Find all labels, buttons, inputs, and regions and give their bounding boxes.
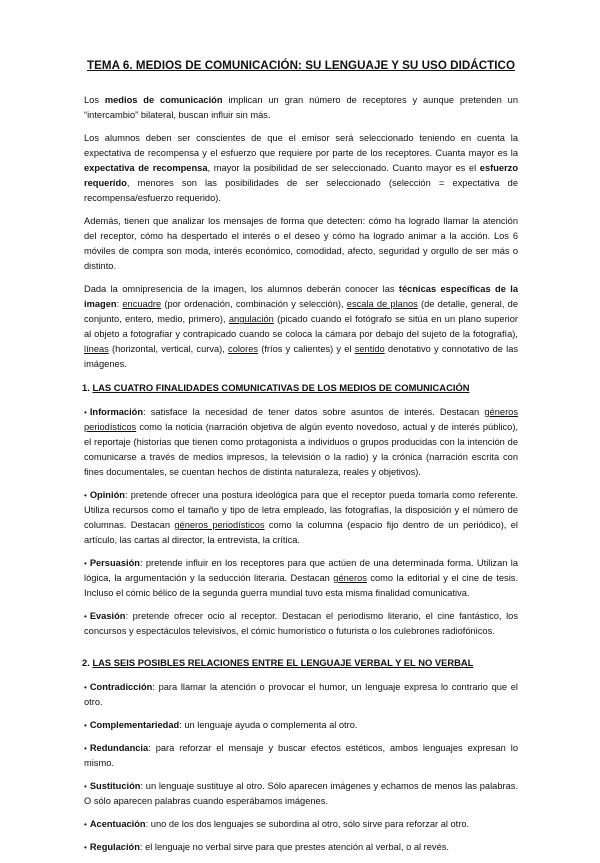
bold-term: expectativa de recompensa bbox=[84, 163, 208, 173]
text: : uno de los dos lenguajes se subordina al otro, sólo sirve para reforzar al otro. bbox=[145, 819, 470, 829]
list-item bbox=[84, 718, 518, 733]
text: : pretende ofrecer una postura ideológica para que el receptor pueda tomarla como referente. Utiliza recursos como el tamaño y tipo de letra empleado, las fotografías, la disposición y el número de columnas. Destacan bbox=[84, 490, 518, 530]
underlined-term: géneros bbox=[333, 573, 367, 583]
text: Los alumnos deben ser conscientes de que el emisor será seleccionado teniendo en cuenta la expectativa de recompensa y el esfuerzo que requiere por parte de los receptores. Cuanta mayor es la bbox=[84, 133, 518, 158]
text: Dada la omnipresencia de la imagen, los alumnos deberán conocer las bbox=[84, 284, 399, 294]
underlined-term: géneros periodísticos bbox=[174, 520, 265, 530]
text: (horizontal, vertical, curva), bbox=[108, 344, 229, 354]
section-number: 2. bbox=[82, 657, 93, 668]
bullet-icon: • bbox=[84, 843, 87, 852]
text: (de detalle, general, de conjunto, entero, medio, primero), bbox=[84, 299, 518, 324]
section-2-heading bbox=[82, 655, 518, 670]
section-1-heading bbox=[82, 380, 518, 395]
underlined-term: encuadre bbox=[122, 299, 162, 309]
list-item bbox=[84, 779, 518, 809]
bullet-icon: • bbox=[84, 408, 87, 417]
text: : pretende influir en los receptores para que actúen de una determinada forma. Utilizan la lógica, la argumentación y la seducción literaria. Destacan bbox=[84, 558, 518, 583]
intro-paragraph-3: Además, tienen que analizar los mensajes de forma que detecten: cómo ha logrado llamar la atención del receptor, cómo ha despertado el interés o el deseo y cómo ha logrado animar a la acción. Los 6 móviles de compra son moda, interés económico, comodidad, afecto, seguridad y orgullo de ser más o distinto. bbox=[84, 216, 518, 271]
text: denotativo y connotativo de las imágenes. bbox=[84, 344, 519, 369]
text: : satisface la necesidad de tener datos sobre asuntos de interés. Destacan bbox=[143, 407, 485, 417]
document-title: TEMA 6. MEDIOS DE COMUNICACIÓN: SU LENGUAJE Y SU USO DIDÁCTICO bbox=[86, 59, 516, 72]
list-item bbox=[84, 405, 518, 480]
underlined-term: géneros periodísticos bbox=[84, 407, 518, 432]
section-title: LAS SEIS POSIBLES RELACIONES ENTRE EL LENGUAJE VERBAL Y EL NO VERBAL bbox=[92, 657, 474, 668]
bullet-icon: • bbox=[84, 721, 87, 730]
text: , menores son las posibilidades de ser seleccionado (selección = expectativa de recompensa/esfuerzo requerido). bbox=[84, 178, 518, 203]
list-item bbox=[84, 609, 518, 639]
intro-paragraph-4 bbox=[84, 282, 518, 372]
text: : un lenguaje sustituye al otro. Sólo aparecen imágenes y echamos de menos las palabras. O sólo aparecen palabras cuando esperábamos imágenes. bbox=[84, 781, 518, 806]
bullet-icon: • bbox=[84, 820, 87, 829]
text: : para llamar la atención o provocar el humor, un lenguaje expresa lo contrario que el otro. bbox=[84, 682, 518, 707]
bullet-icon: • bbox=[84, 683, 87, 692]
bold-term: Redundancia bbox=[89, 743, 149, 753]
bold-term: esfuerzo requerido bbox=[84, 163, 519, 188]
section-title: LAS CUATRO FINALIDADES COMUNICATIVAS DE LOS MEDIOS DE COMUNICACIÓN bbox=[92, 382, 470, 393]
bold-term: Regulación bbox=[89, 842, 140, 852]
intro-paragraph-1 bbox=[84, 93, 518, 123]
underlined-term: sentido bbox=[354, 344, 385, 354]
underlined-term: angulación bbox=[228, 314, 274, 324]
list-item bbox=[84, 556, 518, 601]
text: : el lenguaje no verbal sirve para que prestes atención al verbal, o al revés. bbox=[139, 842, 449, 852]
bold-term: Información bbox=[89, 407, 144, 417]
bullet-icon: • bbox=[84, 782, 87, 791]
bullet-icon: • bbox=[84, 744, 87, 753]
bold-term: medios de comunicación bbox=[104, 95, 223, 105]
list-item bbox=[84, 488, 518, 548]
text: como la noticia (narración objetiva de algún evento novedoso, actual y de interés público), el reportaje (historias que tienen como protagonista a individuos o grupos producidas con la intención de comunicarse a través de medios impresos, la televisión o la radio) y la crónica (narración escrita con fines documentales, se cuentan hechos de distinta naturaleza, reales y objetivos). bbox=[84, 422, 518, 477]
bold-term: Evasión bbox=[89, 611, 126, 621]
bold-term: técnicas específicas de la imagen bbox=[84, 284, 519, 309]
section-number: 1. bbox=[82, 382, 93, 393]
underlined-term: colores bbox=[228, 344, 259, 354]
underlined-term: escala de planos bbox=[346, 299, 418, 309]
text: : para reforzar el mensaje y buscar efectos estéticos, ambos lenguajes expresan lo mismo. bbox=[84, 743, 518, 768]
bold-term: Persuasión bbox=[89, 558, 140, 568]
bullet-icon: • bbox=[84, 612, 87, 621]
text: como la columna (espacio fijo dentro de un periódico), el artículo, las cartas al director, la entrevista, la crítica. bbox=[84, 520, 518, 545]
document-content bbox=[84, 58, 518, 863]
bold-term: Sustitución bbox=[89, 781, 141, 791]
text: (picado cuando el fotógrafo se sitúa en un plano superior al objeto a fotografiar y contrapicado cuando se coloca la cámara por debajo del sujeto de la fotografía), bbox=[84, 314, 518, 339]
list-item bbox=[84, 680, 518, 710]
bold-term: Contradicción bbox=[89, 682, 153, 692]
list-item bbox=[84, 817, 518, 832]
text: , mayor la posibilidad de ser seleccionado. Cuanto mayor es el bbox=[207, 163, 480, 173]
list-item bbox=[84, 741, 518, 771]
text: como la editorial y el cine de tesis. Incluso el cómic bélico de la segunda guerra mundial tuvo esta misma finalidad comunicativa. bbox=[84, 573, 518, 598]
text: (fríos y calientes) y el bbox=[258, 344, 355, 354]
intro-paragraph-2 bbox=[84, 131, 518, 206]
bold-term: Acentuación bbox=[89, 819, 146, 829]
underlined-term: líneas bbox=[84, 344, 109, 354]
text: Los bbox=[84, 95, 105, 105]
text: (por ordenación, combinación y selección), bbox=[161, 299, 347, 309]
text: implican un gran número de receptores y aunque pretenden un “intercambio” bilateral, buscan influir sin más. bbox=[84, 95, 518, 120]
bold-term: Opinión bbox=[89, 490, 125, 500]
bold-term: Complementariedad bbox=[89, 720, 180, 730]
text: : bbox=[116, 299, 123, 309]
bullet-icon: • bbox=[84, 491, 87, 500]
text: : pretende ofrecer ocio al receptor. Destacan el periodismo literario, el cine fantástico, los concursos y espectáculos televisivos, el cómic humorístico o futurista o los culebrones radiofónicos. bbox=[84, 611, 518, 636]
bullet-icon: • bbox=[84, 559, 87, 568]
text: : un lenguaje ayuda o complementa al otro. bbox=[179, 720, 358, 730]
